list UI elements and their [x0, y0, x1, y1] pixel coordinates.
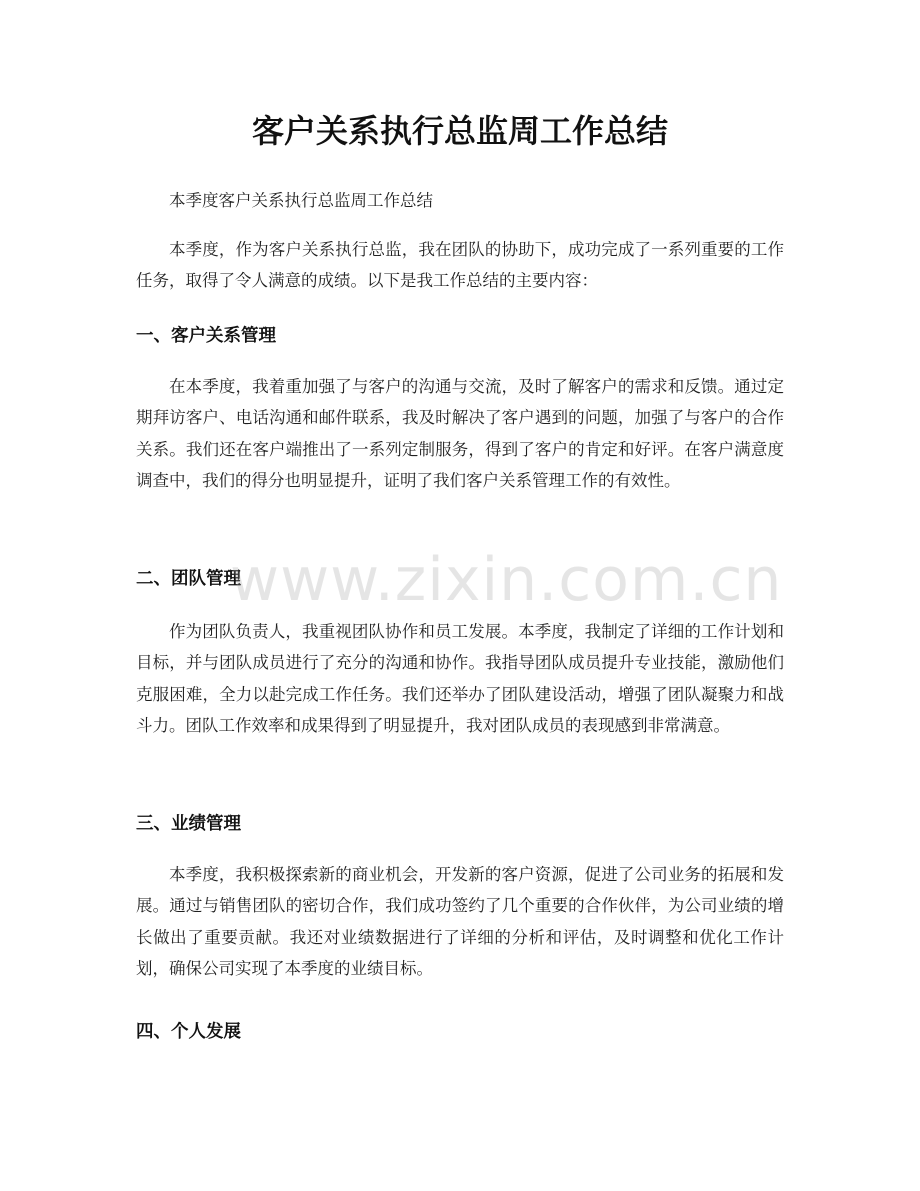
- watermark-text: www.zixin.com.cn: [230, 545, 783, 615]
- intro-paragraph: 本季度，作为客户关系执行总监，我在团队的协助下，成功完成了一系列重要的工作任务，取得了令人满意的成绩。以下是我工作总结的主要内容：: [136, 240, 784, 291]
- section-body-team-management: 作为团队负责人，我重视团队协作和员工发展。本季度，我制定了详细的工作计划和目标，并与团队成员进行了充分的沟通和协作。我指导团队成员提升专业技能，激励他们克服困难，全力以赴完成工作任务。我们还举办了团队建设活动，增强了团队凝聚力和战斗力。团队工作效率和成果得到了明显提升，我对团队成员的表现感到非常满意。: [136, 622, 784, 735]
- section-heading-team-management: 二、团队管理: [136, 569, 241, 589]
- subtitle-paragraph: 本季度客户关系执行总监周工作总结: [169, 191, 433, 210]
- document-title: 客户关系执行总监周工作总结: [251, 112, 668, 150]
- section-heading-customer-relations: 一、客户关系管理: [136, 326, 276, 346]
- section-heading-performance-management: 三、业绩管理: [136, 814, 241, 834]
- section-heading-personal-development: 四、个人发展: [136, 1022, 241, 1042]
- section-body-customer-relations: 在本季度，我着重加强了与客户的沟通与交流，及时了解客户的需求和反馈。通过定期拜访客户、电话沟通和邮件联系，我及时解决了客户遇到的问题，加强了与客户的合作关系。我们还在客户端推出了一系列定制服务，得到了客户的肯定和好评。在客户满意度调查中，我们的得分也明显提升，证明了我们客户关系管理工作的有效性。: [136, 377, 784, 490]
- section-body-performance-management: 本季度，我积极探索新的商业机会，开发新的客户资源，促进了公司业务的拓展和发展。通过与销售团队的密切合作，我们成功签约了几个重要的合作伙伴，为公司业绩的增长做出了重要贡献。我还对业绩数据进行了详细的分析和评估，及时调整和优化工作计划，确保公司实现了本季度的业绩目标。: [136, 865, 784, 978]
